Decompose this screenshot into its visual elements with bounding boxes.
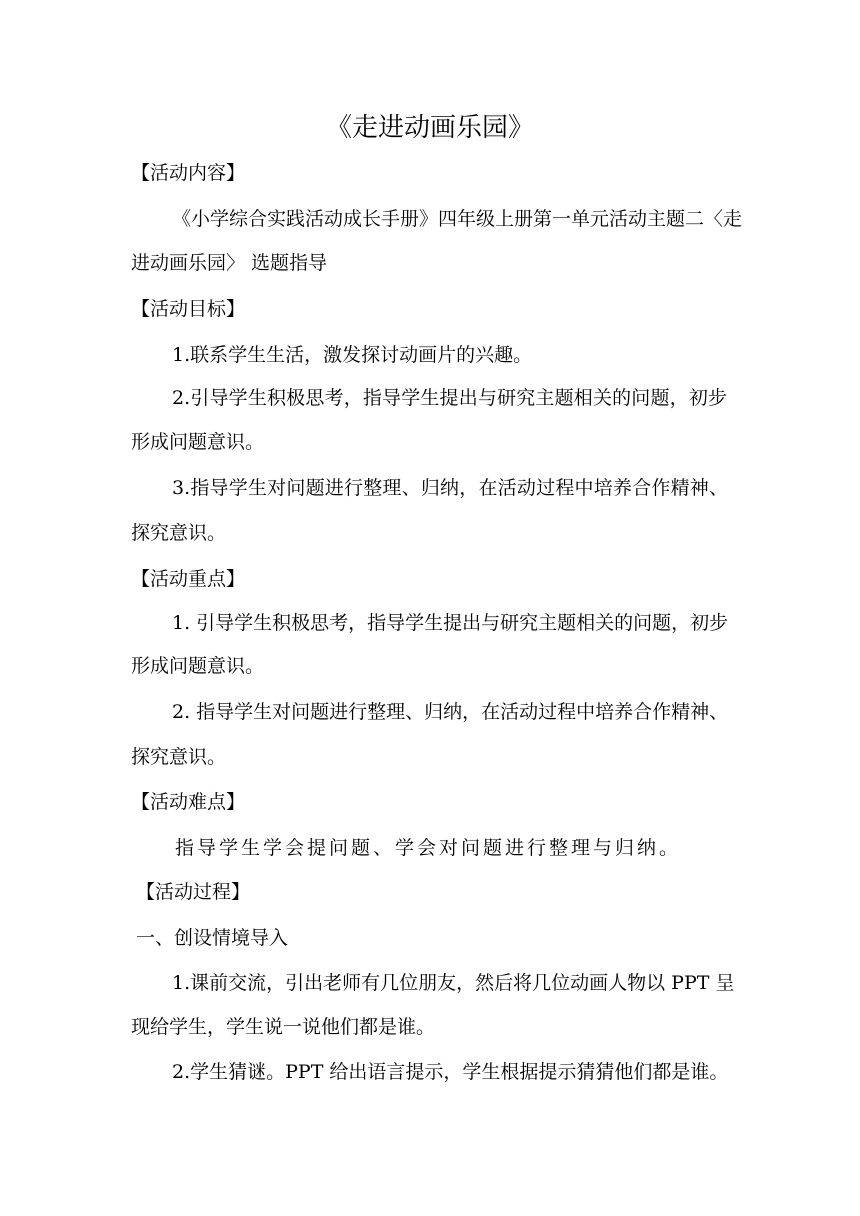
section-heading-key-points: 【活动重点】 [131, 568, 246, 590]
key-point-2-line-1: 2. 指导学生对问题进行整理、归纳，在活动过程中培养合作精神、 [172, 701, 729, 723]
key-point-1-line-1: 1. 引导学生积极思考，指导学生提出与研究主题相关的问题，初步 [172, 612, 729, 634]
goal-item-2-line-1: 2.引导学生积极思考，指导学生提出与研究主题相关的问题，初步 [172, 387, 727, 409]
key-point-1-line-2: 形成问题意识。 [131, 655, 265, 677]
content-paragraph-line-1: 《小学综合实践活动成长手册》四年级上册第一单元活动主题二〈走 [172, 208, 743, 230]
goal-item-1: 1.联系学生生活，激发探讨动画片的兴趣。 [172, 344, 533, 366]
goal-item-3-line-2: 探究意识。 [131, 522, 227, 544]
document-title: 《走进动画乐园》 [325, 113, 534, 143]
key-point-2-line-2: 探究意识。 [131, 746, 227, 768]
content-paragraph-line-2: 进动画乐园〉 选题指导 [131, 252, 328, 274]
process-item-1-line-1: 1.课前交流，引出老师有几位朋友，然后将几位动画人物以 PPT 呈 [172, 972, 735, 994]
section-heading-process: 【活动过程】 [136, 881, 251, 903]
process-subheading-1: 一、创设情境导入 [136, 927, 289, 949]
process-item-2: 2.学生猜谜。PPT 给出语言提示，学生根据提示猜猜他们都是谁。 [172, 1061, 729, 1083]
goal-item-2-line-2: 形成问题意识。 [131, 431, 265, 453]
process-item-1-line-2: 现给学生，学生说一说他们都是谁。 [131, 1016, 436, 1038]
section-heading-content: 【活动内容】 [131, 162, 246, 184]
section-heading-goals: 【活动目标】 [131, 298, 246, 320]
section-heading-difficulties: 【活动难点】 [131, 791, 246, 813]
difficulties-text: 指导学生学会提问题、学会对问题进行整理与归纳。 [175, 837, 682, 859]
goal-item-3-line-1: 3.指导学生对问题进行整理、归纳，在活动过程中培养合作精神、 [172, 477, 728, 499]
